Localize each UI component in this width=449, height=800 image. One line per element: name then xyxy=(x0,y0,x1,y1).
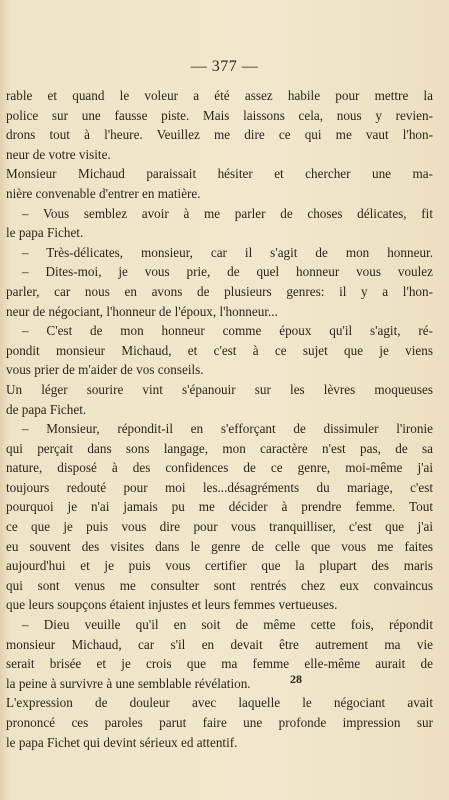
text-line: qui sont venus me consulter sont rentrés chez eux convaincus xyxy=(6,577,433,593)
signature-mark: 28 xyxy=(290,672,302,686)
text-line: la peine à survivre à une semblable révélation. xyxy=(6,675,251,691)
text-line: parler, car nous en avons de plusieurs genres: il y a l'hon- xyxy=(6,283,433,299)
text-line: – Dieu veuille qu'il en soit de même cette fois, répondit xyxy=(22,617,433,633)
text-line: aujourd'hui et je puis vous certifier que la plupart des maris xyxy=(6,558,433,574)
text-line: pourquoi je n'ai jamais pu me décider à prendre femme. Tout xyxy=(6,499,433,515)
text-line: ce que je puis vous dire pour vous tranquilliser, c'est que j'ai xyxy=(6,519,433,535)
text-line: police sur une fausse piste. Mais laissons cela, nous y revien- xyxy=(6,107,433,123)
text-line: le papa Fichet. xyxy=(6,225,84,241)
text-line: rable et quand le voleur a été assez habile pour mettre la xyxy=(6,88,433,103)
text-line: Un léger sourire vint s'épanouir sur les lèvres moqueuses xyxy=(6,381,433,397)
text-line: Monsieur Michaud paraissait hésiter et chercher une ma- xyxy=(6,166,433,182)
text-line: qui perçait dans sons langage, mon caractère n'est pas, de sa xyxy=(6,440,433,456)
text-line: – Vous semblez avoir à me parler de choses délicates, fit xyxy=(22,205,433,221)
body-text xyxy=(6,86,433,752)
text-line: drons tout à l'heure. Veuillez me dire ce qui me vaut l'hon- xyxy=(6,127,433,143)
text-line: pondit monsieur Michaud, et c'est à ce sujet que je viens xyxy=(6,342,433,358)
text-line: neur de négociant, l'honneur de l'époux, l'honneur... xyxy=(6,303,278,319)
text-line: eu souvent des visites dans le genre de celle que vous me faites xyxy=(6,538,433,554)
text-line: – Monsieur, répondit-il en s'efforçant de dissimuler l'ironie xyxy=(22,421,433,437)
text-line: serait brisée et je crois que ma femme elle-même aurait de xyxy=(6,656,433,672)
text-line: L'expression de douleur avec laquelle le négociant avait xyxy=(6,695,433,711)
text-line: toujours redouté pour moi les...désagréments du mariage, c'est xyxy=(6,479,433,495)
text-line: – Très-délicates, monsieur, car il s'agit de mon honneur. xyxy=(22,244,433,260)
text-line: nature, disposé à des confidences de ce genre, moi-même j'ai xyxy=(6,460,433,476)
text-line: monsieur Michaud, car s'il en devait être autrement ma vie xyxy=(6,636,433,652)
text-line: – Dites-moi, je vous prie, de quel honneur vous voulez xyxy=(22,264,433,280)
page-number: — 377 — xyxy=(190,58,259,75)
text-line: vous prier de m'aider de vos conseils. xyxy=(6,362,204,378)
text-line: de papa Fichet. xyxy=(6,401,87,417)
text-line: prononcé ces paroles parut faire une profonde impression sur xyxy=(6,715,433,730)
text-line: neur de votre visite. xyxy=(6,146,111,162)
text-line: – C'est de mon honneur comme époux qu'il s'agit, ré- xyxy=(22,323,433,339)
text-line: que leurs soupçons étaient injustes et leurs femmes vertueuses. xyxy=(6,597,338,613)
text-line: nière convenable d'entrer en matière. xyxy=(6,185,201,201)
text-line: le papa Fichet qui devint sérieux ed attentif. xyxy=(6,734,238,750)
